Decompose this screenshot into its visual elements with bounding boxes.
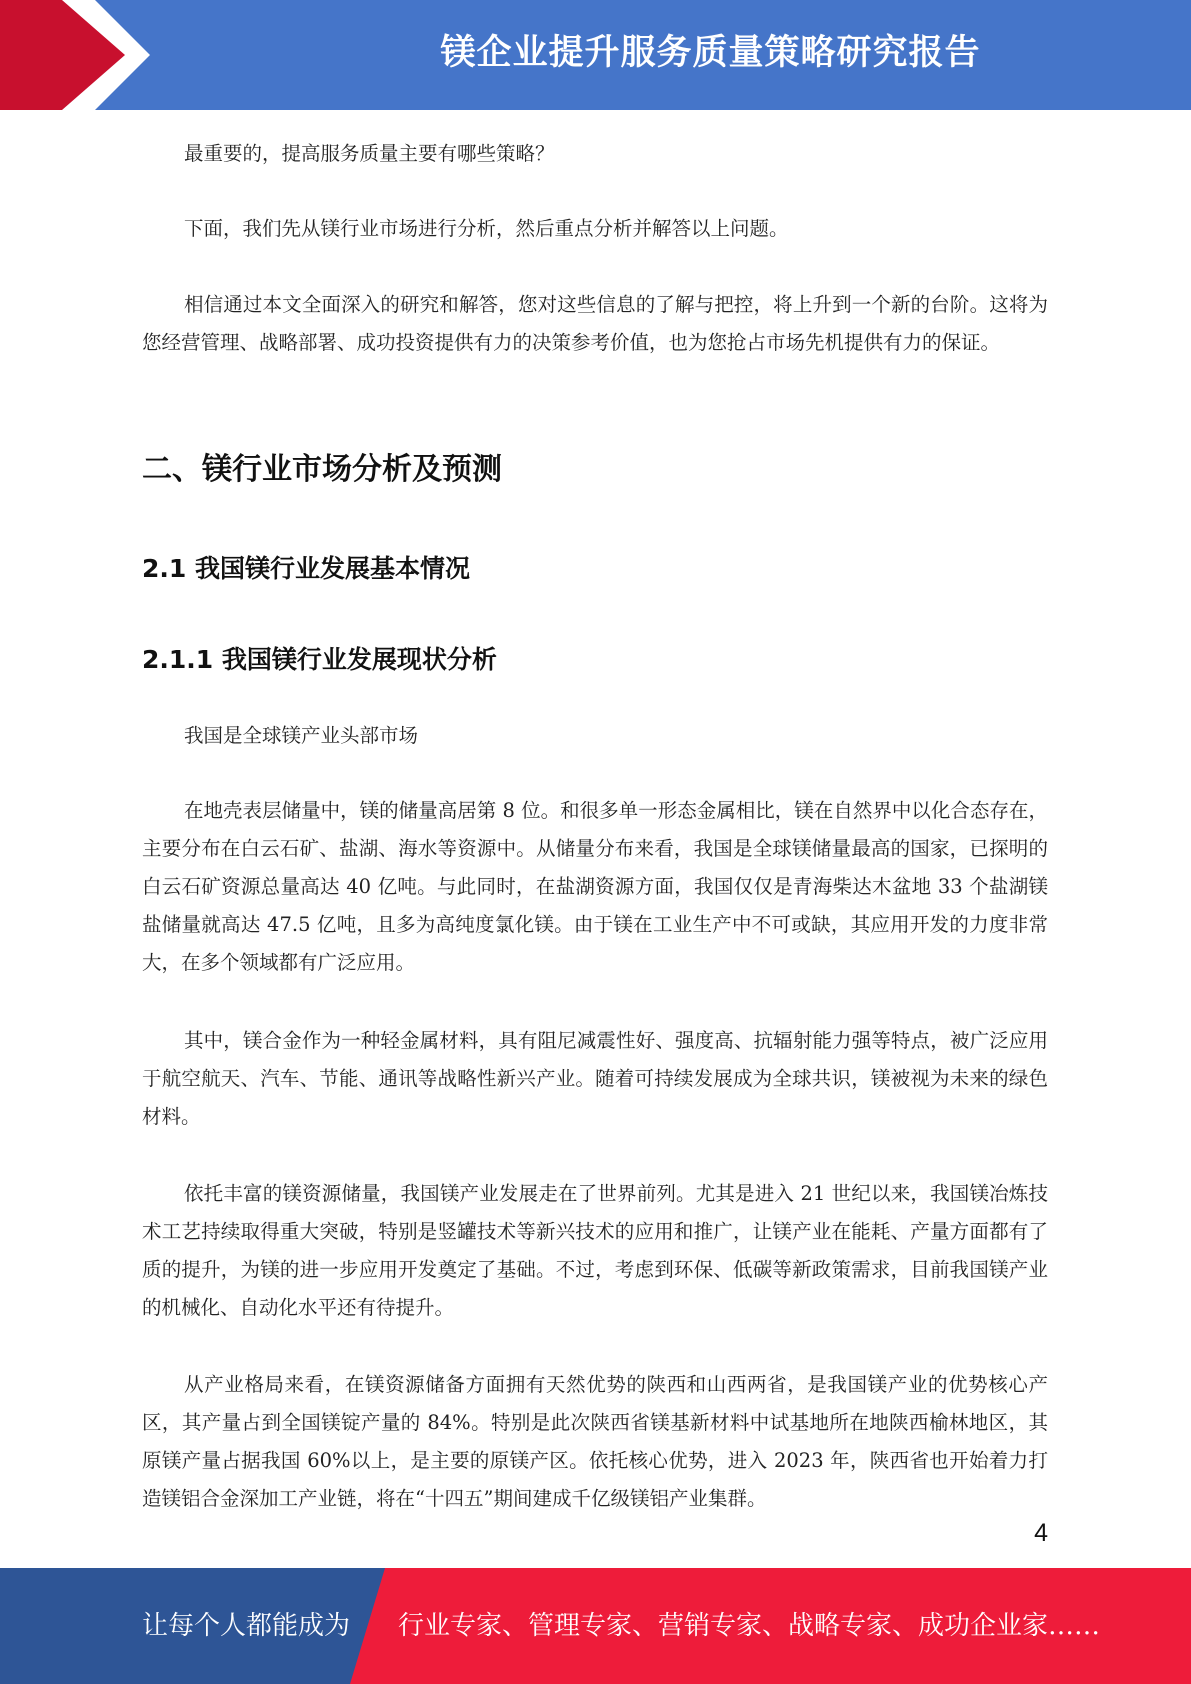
page-number: 4 (1034, 1519, 1048, 1547)
page-footer (0, 1568, 1191, 1684)
paragraph: 下面，我们先从镁行业市场进行分析，然后重点分析并解答以上问题。 (184, 217, 789, 240)
header-title: 镁企业提升服务质量策略研究报告 (440, 33, 981, 73)
subsection-heading: 2.1 我国镁行业发展基本情况 (142, 554, 470, 583)
footer-slogan-right: 行业专家、管理专家、营销专家、战略专家、成功企业家…… (398, 1611, 1101, 1641)
subsubsection-heading: 2.1.1 我国镁行业发展现状分析 (142, 645, 497, 674)
page-header (0, 0, 1191, 110)
paragraph: 在地壳表层储量中，镁的储量高居第 8 位。和很多单一形态金属相比，镁在自然界中以化合态存在，主要分布在白云石矿、盐湖、海水等资源中。从储量分布来看，我国是全球镁储量最高的国家，已探明的白云石矿资源总量高达 40 亿吨。与此同时，在盐湖资源方面，我国仅仅是青海柴达木盆地 33 个盐湖镁盐储量就高达 47.5 亿吨，且多为高纯度氯化镁。由于镁在工业生产中不可或缺，其应用开发的力度非常大，在多个领域都有广泛应用。 (142, 799, 1048, 974)
paragraph: 其中，镁合金作为一种轻金属材料，具有阻尼减震性好、强度高、抗辐射能力强等特点，被广泛应用于航空航天、汽车、节能、通讯等战略性新兴产业。随着可持续发展成为全球共识，镁被视为未来的绿色材料。 (142, 1029, 1048, 1128)
paragraph: 相信通过本文全面深入的研究和解答，您对这些信息的了解与把控，将上升到一个新的台阶。这将为您经营管理、战略部署、成功投资提供有力的决策参考价值，也为您抢占市场先机提供有力的保证。 (142, 293, 1048, 354)
paragraph: 最重要的，提高服务质量主要有哪些策略？ (184, 142, 555, 165)
paragraph: 依托丰富的镁资源储量，我国镁产业发展走在了世界前列。尤其是进入 21 世纪以来，我国镁冶炼技术工艺持续取得重大突破，特别是竖罐技术等新兴技术的应用和推广，让镁产业在能耗、产量方面都有了质的提升，为镁的进一步应用开发奠定了基础。不过，考虑到环保、低碳等新政策需求，目前我国镁产业的机械化、自动化水平还有待提升。 (142, 1182, 1048, 1319)
paragraph: 我国是全球镁产业头部市场 (184, 724, 419, 747)
section-heading: 二、镁行业市场分析及预测 (142, 452, 502, 487)
paragraph: 从产业格局来看，在镁资源储备方面拥有天然优势的陕西和山西两省，是我国镁产业的优势核心产区，其产量占到全国镁锭产量的 84%。特别是此次陕西省镁基新材料中试基地所在地陕西榆林地区，其原镁产量占据我国 60%以上，是主要的原镁产区。依托核心优势，进入 2023 年，陕西省也开始着力打造镁铝合金深加工产业链，将在“十四五”期间建成千亿级镁铝产业集群。 (142, 1373, 1048, 1510)
footer-slogan-left: 让每个人都能成为 (142, 1611, 351, 1641)
